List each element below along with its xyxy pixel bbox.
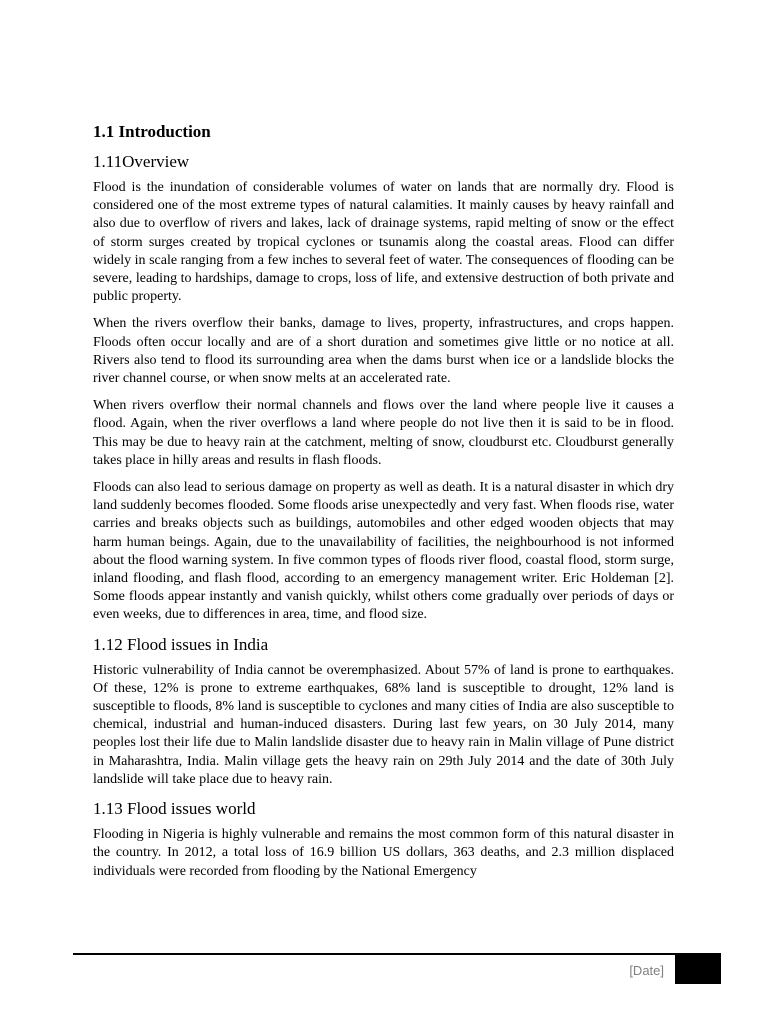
- paragraph: Floods can also lead to serious damage on property as well as death. It is a natural disaster in which dry land suddenly becomes flooded. Some floods arise unexpectedly and very fast. When floods rise, water carries and breaks objects such as buildings, automobiles and other edged wooden objects that may harm human beings. Again, due to the unavailability of facilities, the neighbourhood is not informed about the flood warning system. In five common types of floods river flood, coastal flood, storm surge, inland flooding, and flash flood, according to an emergency management writer. Eric Holdeman [2]. Some floods appear instantly and vanish quickly, whilst others come gradually over periods of days or even weeks, due to differences in area, time, and flood size.: [93, 480, 674, 623]
- section-heading-india: 1.12 Flood issues in India: [93, 634, 269, 654]
- paragraph: Flood is the inundation of considerable volumes of water on lands that are normally dry. Flood is considered one of the most extreme types of natural calamities. It mainly causes by heavy rainfall and also due to overflow of rivers and lakes, lack of drainage systems, rapid melting of snow or the effect of storm surges created by tropical cyclones or tsunamis along the coastal areas. Flood can differ widely in scale ranging from a few inches to several feet of water. The consequences of flooding can be severe, leading to hardships, damage to crops, loss of life, and extensive destruction of both private and public property.: [93, 180, 674, 305]
- chapter-heading: 1.1 Introduction: [93, 122, 211, 141]
- paragraph: When the rivers overflow their banks, damage to lives, property, infrastructures, and crops happen. Floods often occur locally and are of a short duration and sometimes give little or no notice at all. Rivers also tend to flood its surrounding area when the dams burst when ice or a landslide blocks the river channel course, or when snow melts at an accelerated rate.: [93, 316, 674, 387]
- footer-date: [Date]: [629, 963, 664, 978]
- section-heading-overview: 1.11Overview: [93, 152, 190, 171]
- document-body: [93, 121, 674, 890]
- page-number-box: [675, 955, 721, 984]
- paragraph: When rivers overflow their normal channels and flows over the land where people live it causes a flood. Again, when the river overflows a land where people do not live then it is said to be in flood. This may be due to heavy rain at the catchment, melting of snow, cloudburst etc. Cloudburst generally takes place in hilly areas and results in flash floods.: [93, 398, 674, 468]
- paragraph: Flooding in Nigeria is highly vulnerable and remains the most common form of this natural disaster in the country. In 2012, a total loss of 16.9 billion US dollars, 363 deaths, and 2.3 million displaced individuals were recorded from flooding by the National Emergency: [93, 827, 674, 879]
- paragraph: Historic vulnerability of India cannot be overemphasized. About 57% of land is prone to earthquakes. Of these, 12% is prone to extreme earthquakes, 68% land is susceptible to drought, 12% land is susceptible to floods, 8% land is susceptible to cyclones and many cities of India are also susceptible to chemical, industrial and human-induced disasters. During last few years, on 30 July 2014, many peoples lost their life due to Malin landslide disaster due to heavy rain in Malin village of Pune district in Maharashtra, India. Malin village gets the heavy rain on 29th July 2014 and the date of 30th July landslide will take place due to heavy rain.: [93, 662, 674, 787]
- section-heading-world: 1.13 Flood issues world: [93, 799, 256, 819]
- footer-divider: [73, 953, 721, 955]
